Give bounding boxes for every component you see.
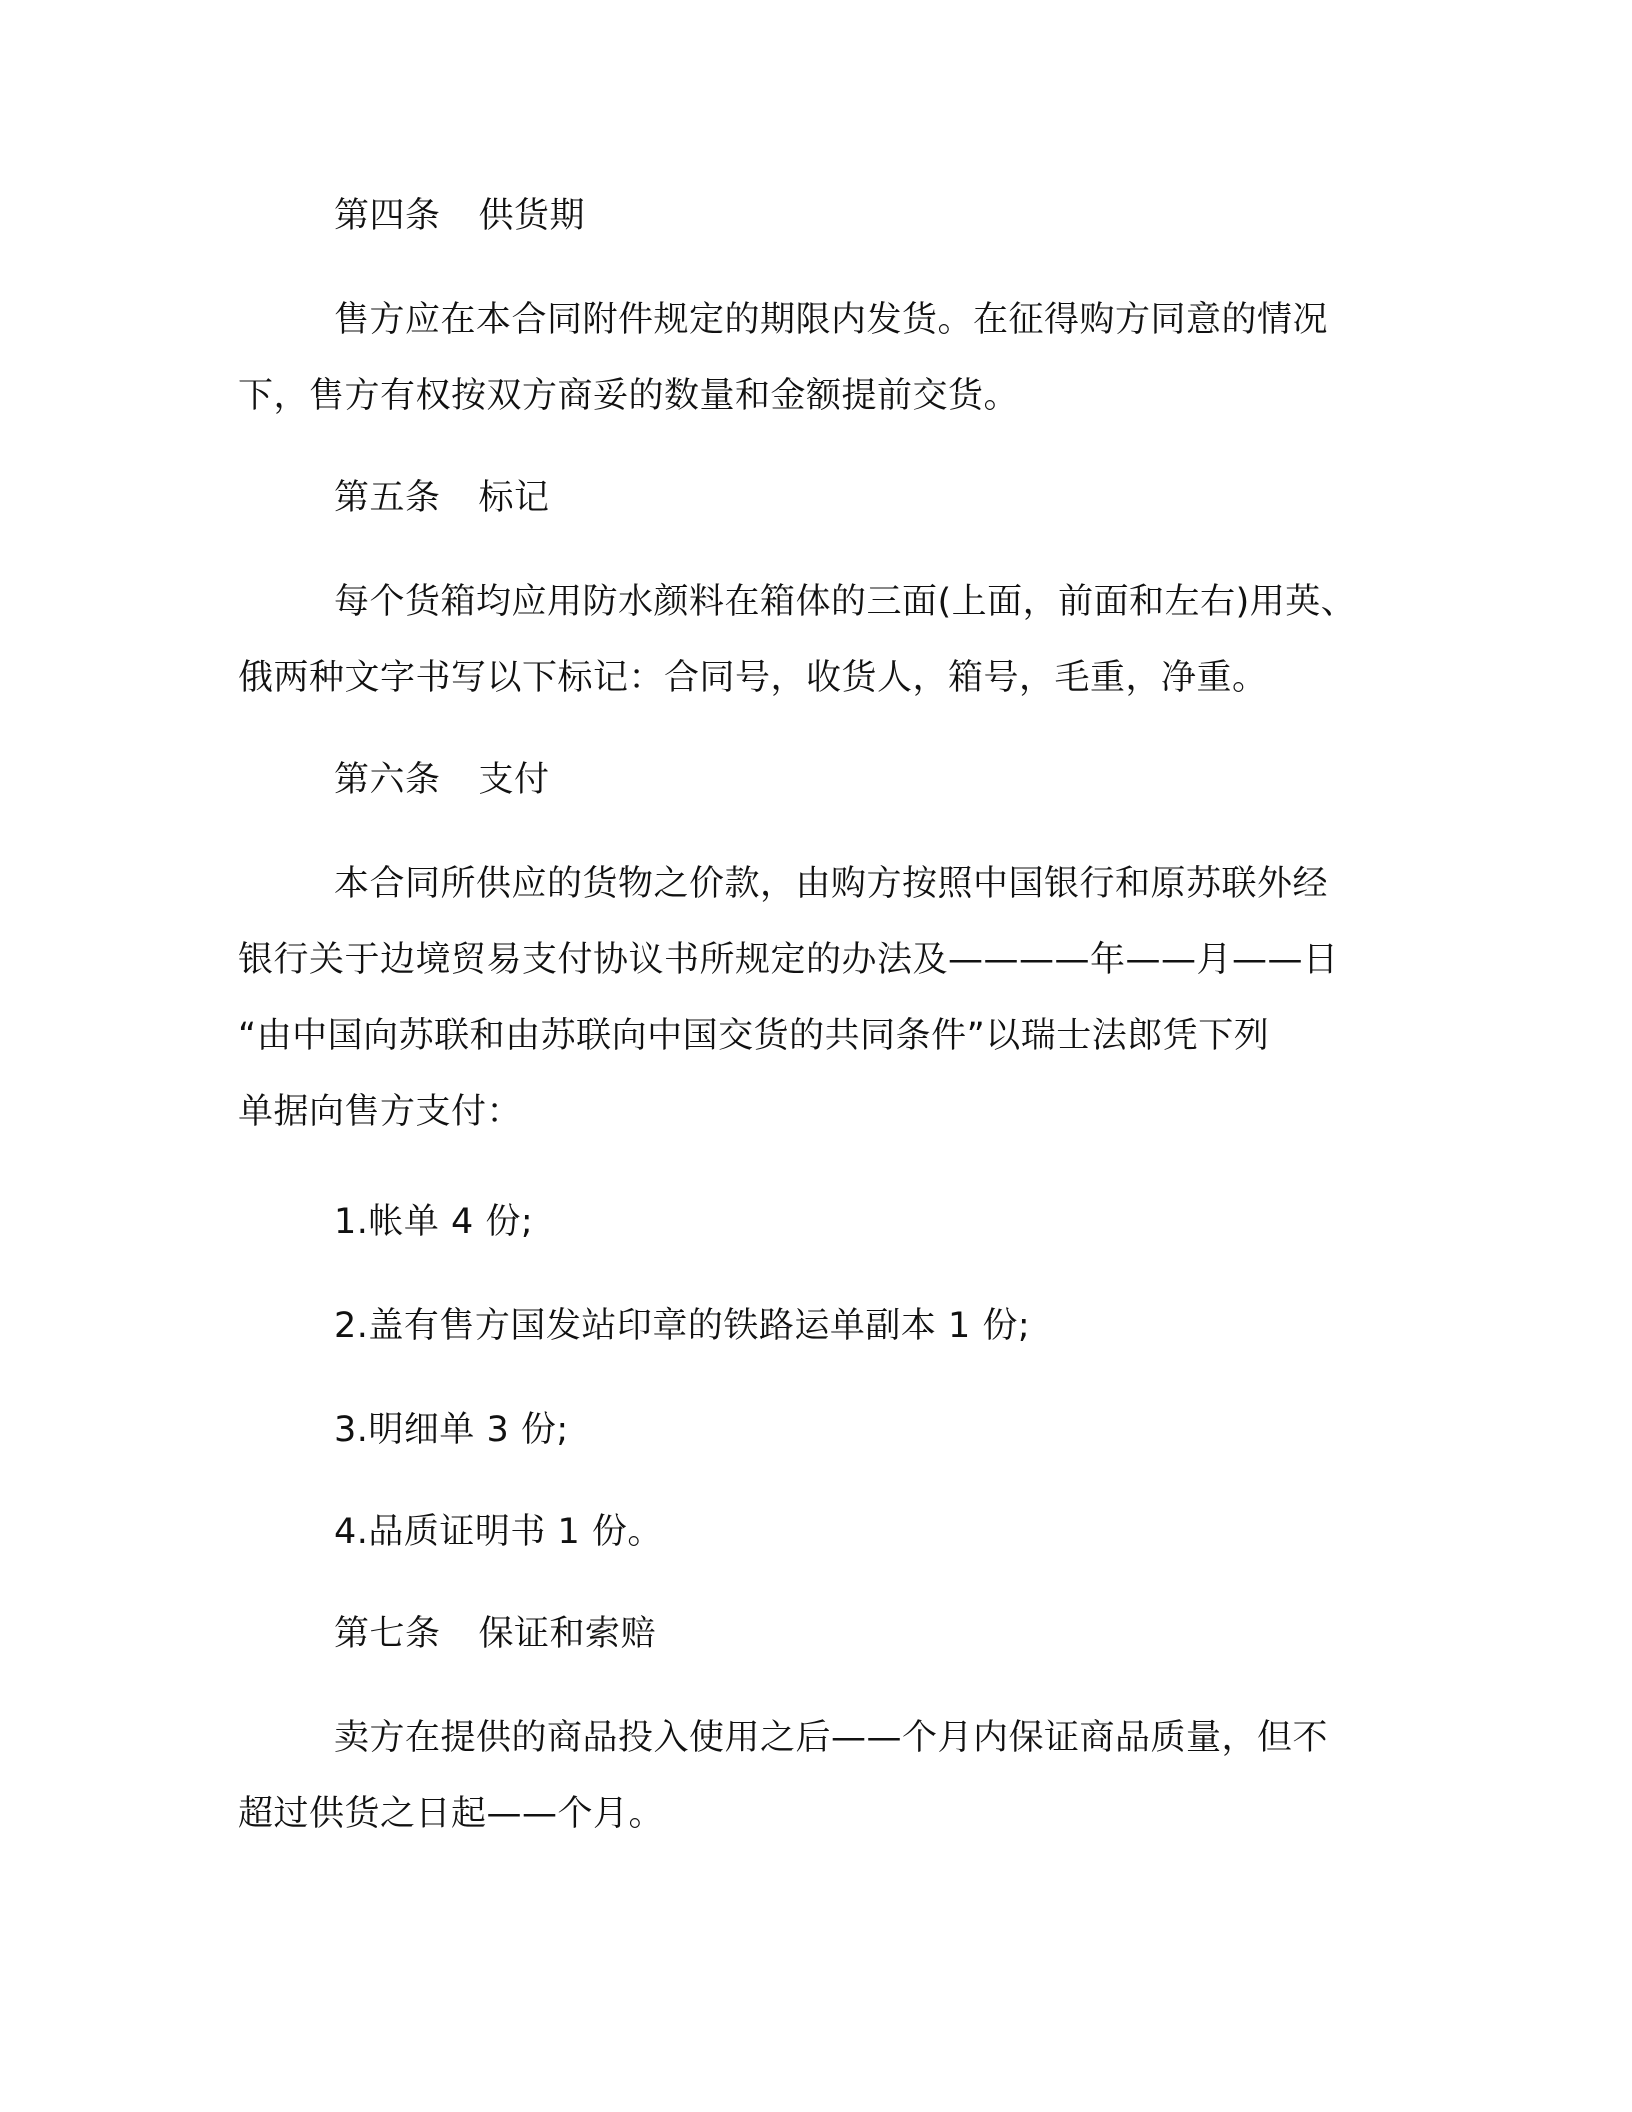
article-6-item-2 bbox=[238, 1288, 1398, 1364]
article-5-number: 第五条 bbox=[334, 478, 441, 518]
article-6-paragraph bbox=[238, 846, 1398, 1150]
article-4-line-2: 下，售方有权按双方商妥的数量和金额提前交货。 bbox=[238, 376, 1020, 416]
article-4-heading bbox=[238, 178, 1398, 254]
article-5-heading bbox=[238, 460, 1398, 536]
article-7-heading bbox=[238, 1596, 1398, 1672]
article-5-paragraph bbox=[238, 564, 1398, 716]
list-item: 2.盖有售方国发站印章的铁路运单副本 1 份; bbox=[334, 1306, 1031, 1346]
article-5-title: 标记 bbox=[478, 478, 550, 518]
list-item: 3.明细单 3 份; bbox=[334, 1410, 569, 1450]
list-item: 4.品质证明书 1 份。 bbox=[334, 1512, 663, 1552]
article-5-line-2: 俄两种文字书写以下标记：合同号，收货人，箱号，毛重，净重。 bbox=[238, 658, 1268, 698]
article-4-paragraph bbox=[238, 282, 1398, 434]
article-7-paragraph bbox=[238, 1700, 1398, 1852]
article-7-line-1: 卖方在提供的商品投入使用之后——个月内保证商品质量，但不 bbox=[334, 1718, 1329, 1758]
article-4-number: 第四条 bbox=[334, 196, 441, 236]
article-6-item-3 bbox=[238, 1392, 1398, 1468]
article-4-title: 供货期 bbox=[478, 196, 586, 236]
article-6-item-1 bbox=[238, 1184, 1398, 1260]
article-6-title: 支付 bbox=[478, 760, 550, 800]
article-7-line-2: 超过供货之日起——个月。 bbox=[238, 1794, 665, 1834]
article-6-heading bbox=[238, 742, 1398, 818]
article-6-line-2: 银行关于边境贸易支付协议书所规定的办法及————年——月——日 bbox=[238, 940, 1339, 980]
article-6-line-3: “由中国向苏联和由苏联向中国交货的共同条件”以瑞士法郎凭下列 bbox=[238, 1016, 1270, 1056]
article-4-line-1: 售方应在本合同附件规定的期限内发货。在征得购方同意的情况 bbox=[334, 300, 1329, 340]
article-6-line-4: 单据向售方支付： bbox=[238, 1092, 523, 1132]
article-6-number: 第六条 bbox=[334, 760, 441, 800]
article-7-title: 保证和索赔 bbox=[478, 1614, 657, 1654]
list-item: 1.帐单 4 份; bbox=[334, 1202, 534, 1242]
article-7-number: 第七条 bbox=[334, 1614, 441, 1654]
article-5-line-1: 每个货箱均应用防水颜料在箱体的三面(上面，前面和左右)用英、 bbox=[334, 582, 1357, 622]
article-6-item-4 bbox=[238, 1494, 1398, 1570]
article-6-line-1: 本合同所供应的货物之价款，由购方按照中国银行和原苏联外经 bbox=[334, 864, 1329, 904]
